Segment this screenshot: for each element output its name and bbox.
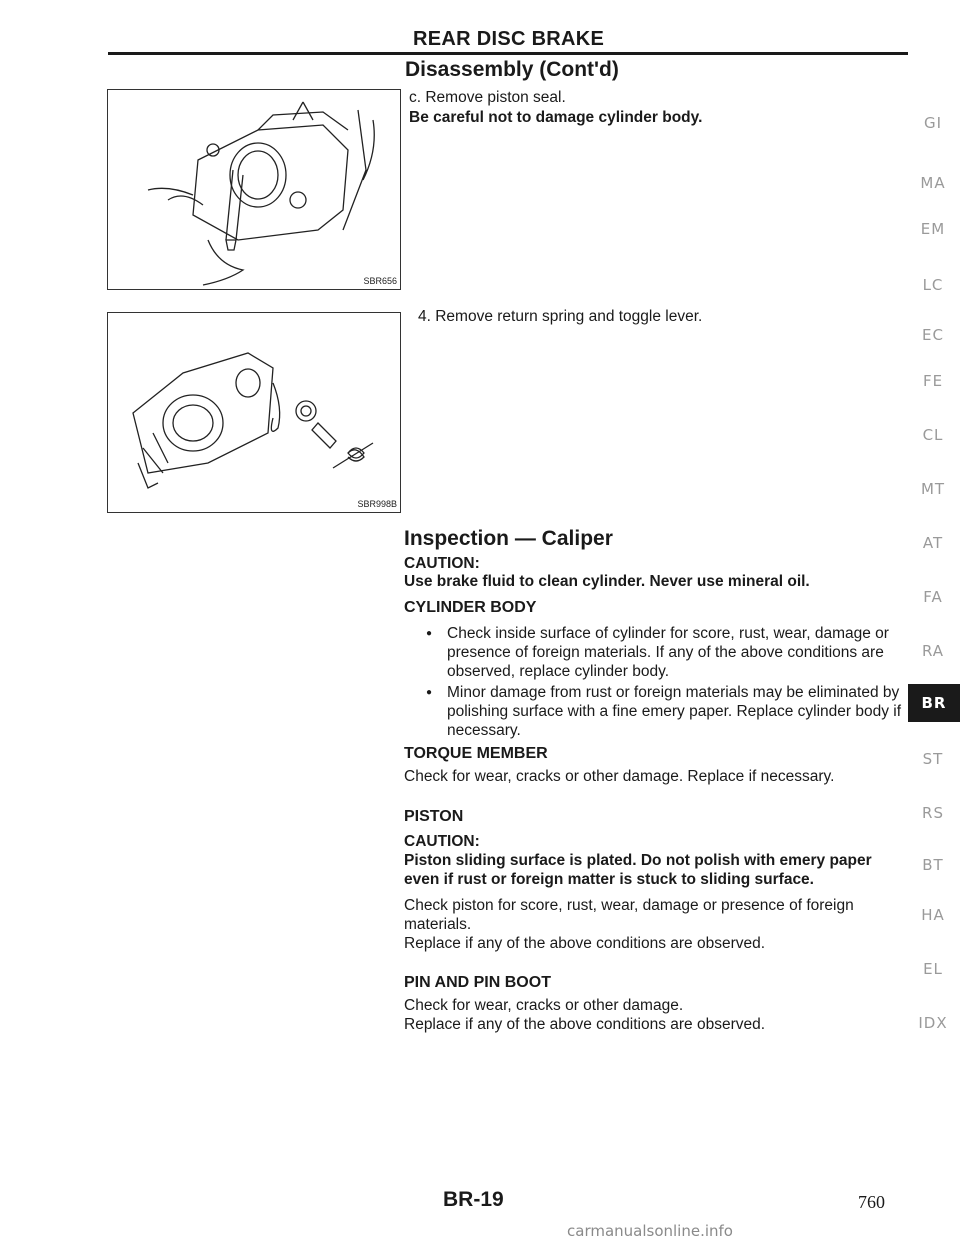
step-4-text: 4. Remove return spring and toggle lever. [418,308,703,325]
tab-em[interactable]: EM [920,220,946,238]
page-number: 760 [858,1192,885,1212]
piston-caution-label: CAUTION: [404,833,480,850]
page-code: BR-19 [443,1188,504,1211]
tab-st[interactable]: ST [922,750,944,768]
tab-rs[interactable]: RS [922,804,944,822]
piston-caution-text: Piston sliding surface is plated. Do not polish with emery paper even if rust or foreign matter is stuck to sliding surface. [404,852,872,888]
pin-boot-heading: PIN AND PIN BOOT [404,974,551,991]
return-spring-illustration [108,313,400,512]
tab-ma[interactable]: MA [920,174,946,192]
pin-boot-text-1: Check for wear, cracks or other damage. [404,997,684,1014]
tab-ec[interactable]: EC [922,326,944,344]
caution-label: CAUTION: [404,555,480,572]
watermark-text: carmanualsonline.info [567,1222,733,1240]
figure-piston-seal [107,89,401,290]
tab-idx[interactable]: IDX [918,1014,948,1032]
page-header-title: REAR DISC BRAKE [413,28,605,50]
header-rule [108,52,908,55]
piston-text-2: Replace if any of the above conditions are observed. [404,935,766,952]
tab-mt[interactable]: MT [920,480,946,498]
caution-text: Use brake fluid to clean cylinder. Never use mineral oil. [404,573,810,590]
piston-heading: PISTON [404,808,464,825]
section-title: Disassembly (Cont'd) [405,58,619,81]
tab-el[interactable]: EL [923,960,943,978]
tab-at[interactable]: AT [922,534,944,552]
tab-fa[interactable]: FA [923,588,943,606]
torque-member-heading: TORQUE MEMBER [404,745,548,762]
torque-member-text: Check for wear, cracks or other damage. Replace if necessary. [404,768,835,785]
tab-ra[interactable]: RA [921,642,945,660]
tab-ha[interactable]: HA [921,906,945,924]
tab-cl[interactable]: CL [922,426,944,444]
cylinder-body-heading: CYLINDER BODY [404,599,537,616]
piston-seal-illustration [108,90,400,289]
tab-lc[interactable]: LC [922,276,944,294]
piston-text-1: Check piston for score, rust, wear, damage or presence of foreign materials. [404,897,854,933]
list-item: ● Minor damage from rust or foreign materials may be eliminated by polishing surface with a fine emery paper. Replace cylinder body if necessary. [426,683,916,740]
list-item: ● Check inside surface of cylinder for score, rust, wear, damage or presence of foreign materials. If any of the above conditions are observed, replace cylinder body. [426,624,916,681]
tab-br-active[interactable]: BR [908,684,960,722]
step-c-note: Be careful not to damage cylinder body. [409,109,703,126]
pin-boot-text-2: Replace if any of the above conditions are observed. [404,1016,766,1033]
inspection-heading: Inspection — Caliper [404,527,613,550]
tab-fe[interactable]: FE [922,372,944,390]
figure-code: SBR656 [363,276,397,286]
step-c-text: c. Remove piston seal. [409,89,566,106]
tab-bt[interactable]: BT [922,856,944,874]
tab-gi[interactable]: GI [923,114,943,132]
cylinder-body-list [426,624,916,742]
figure-code: SBR998B [357,499,397,509]
figure-return-spring [107,312,401,513]
